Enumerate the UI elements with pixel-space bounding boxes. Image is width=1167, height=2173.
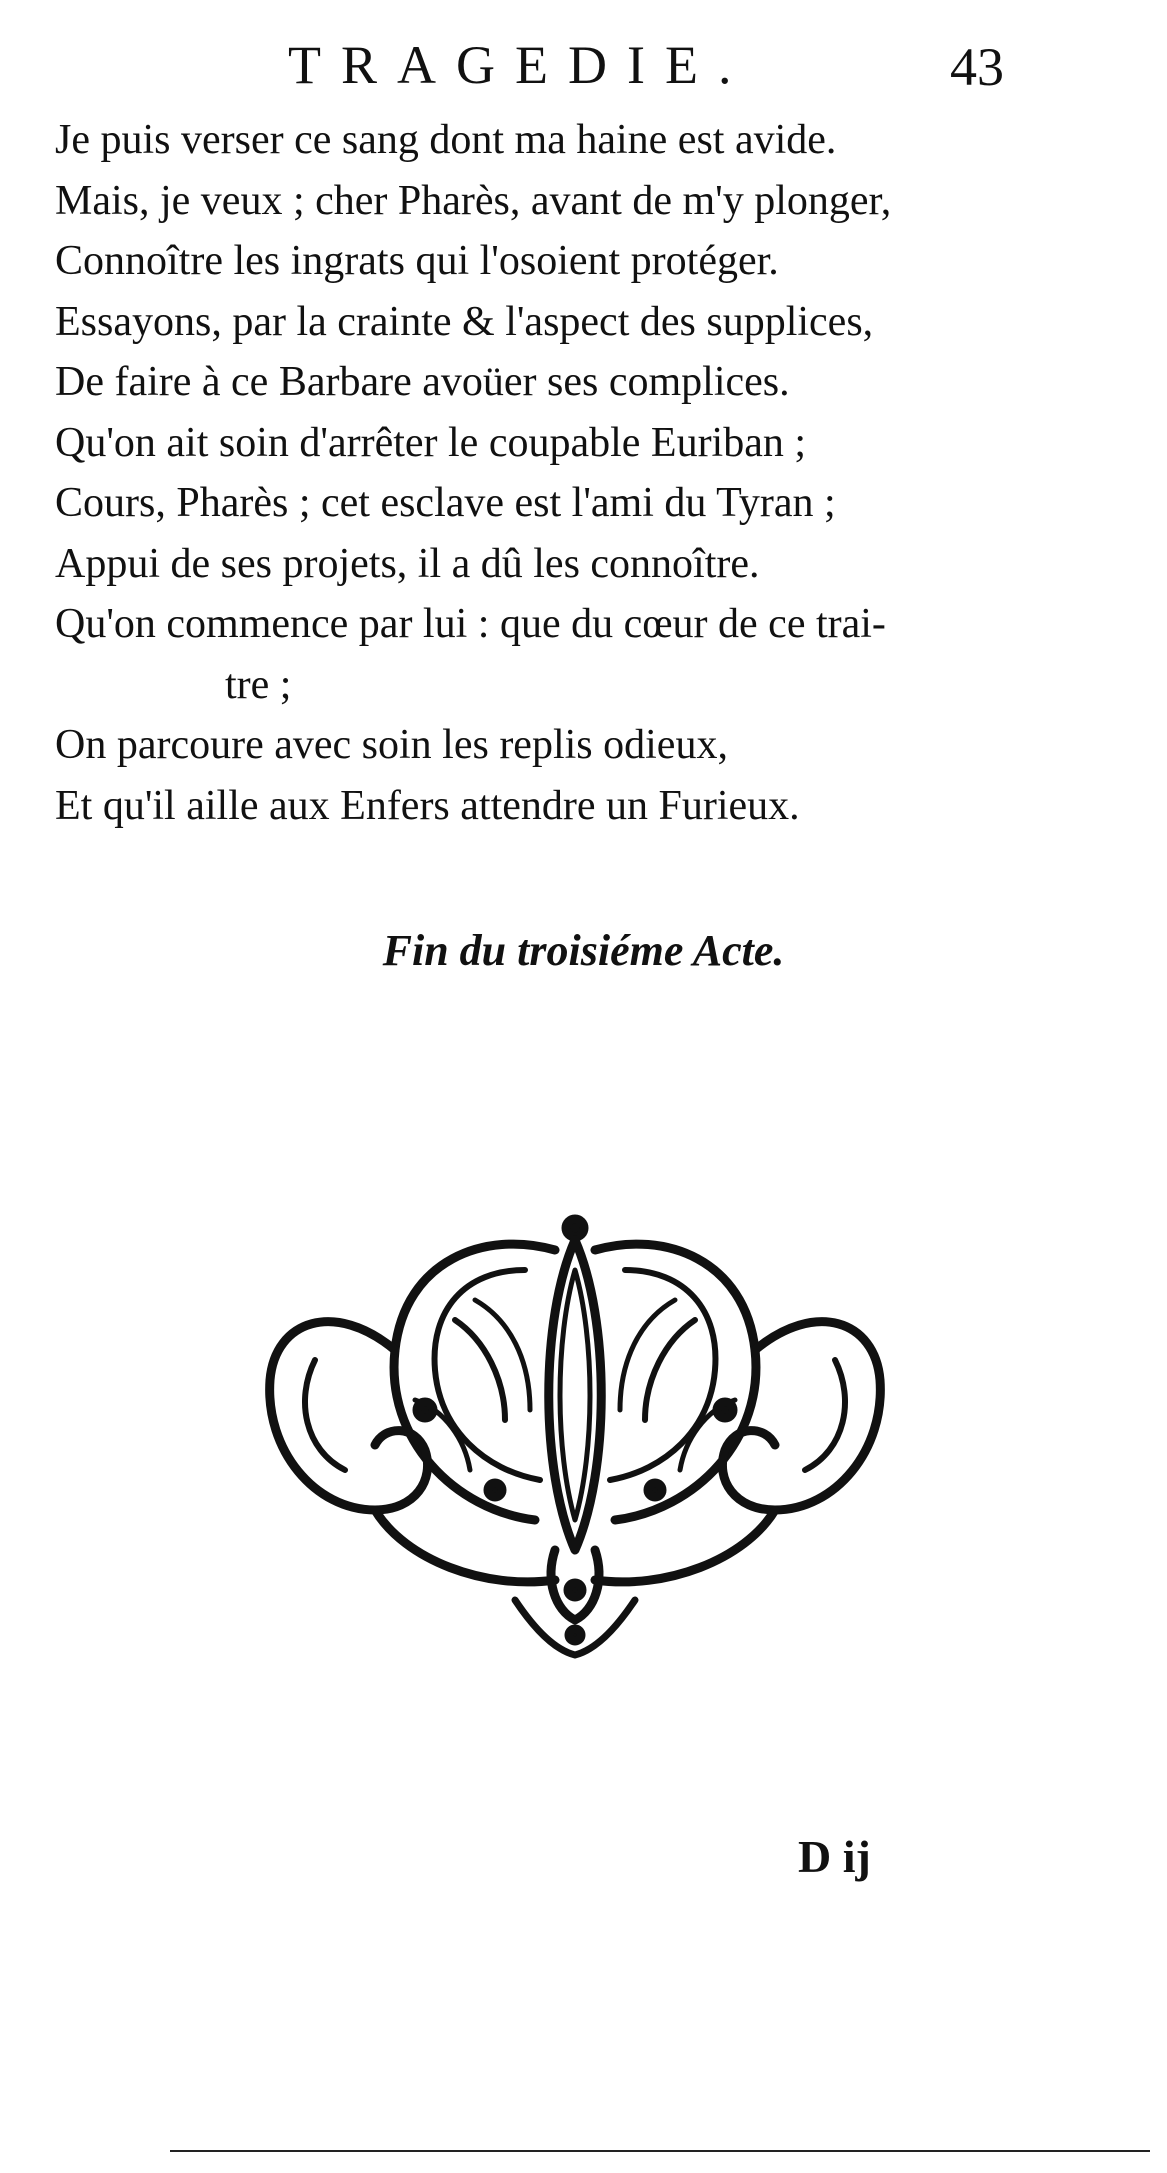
verse-line: Appui de ses projets, il a dû les connoître. bbox=[55, 540, 760, 587]
verse-line: Mais, je veux ; cher Pharès, avant de m'y plonger, bbox=[55, 177, 892, 224]
act-end-heading: Fin du troisiéme Acte. bbox=[382, 926, 785, 975]
verse-line: Et qu'il aille aux Enfers attendre un Furieux. bbox=[55, 782, 800, 829]
verse-line: De faire à ce Barbare avoüer ses complices. bbox=[55, 359, 790, 405]
verse-line: On parcoure avec soin les replis odieux, bbox=[55, 722, 728, 768]
verse-line: Connoître les ingrats qui l'osoient protéger. bbox=[55, 238, 779, 284]
verse-line: Qu'on ait soin d'arrêter le coupable Euriban ; bbox=[55, 419, 807, 466]
signature-mark: D ij bbox=[798, 1831, 871, 1882]
verse-line-continuation: tre ; bbox=[225, 661, 292, 708]
verse-line: Cours, Pharès ; cet esclave est l'ami du Tyran ; bbox=[55, 480, 836, 526]
running-head bbox=[0, 28, 1167, 108]
page-edge-rule bbox=[170, 2150, 1150, 2152]
running-title: TRAGEDIE. bbox=[288, 35, 752, 95]
verse-block bbox=[55, 110, 1055, 836]
page-number: 43 bbox=[950, 37, 1004, 97]
verse-line: Qu'on commence par lui : que du cœur de ce trai- bbox=[55, 601, 886, 647]
verse-line: Je puis verser ce sang dont ma haine est avide. bbox=[55, 117, 837, 163]
fleuron-ornament-icon bbox=[255, 1210, 895, 1660]
verse-line: Essayons, par la crainte & l'aspect des supplices, bbox=[55, 298, 874, 345]
